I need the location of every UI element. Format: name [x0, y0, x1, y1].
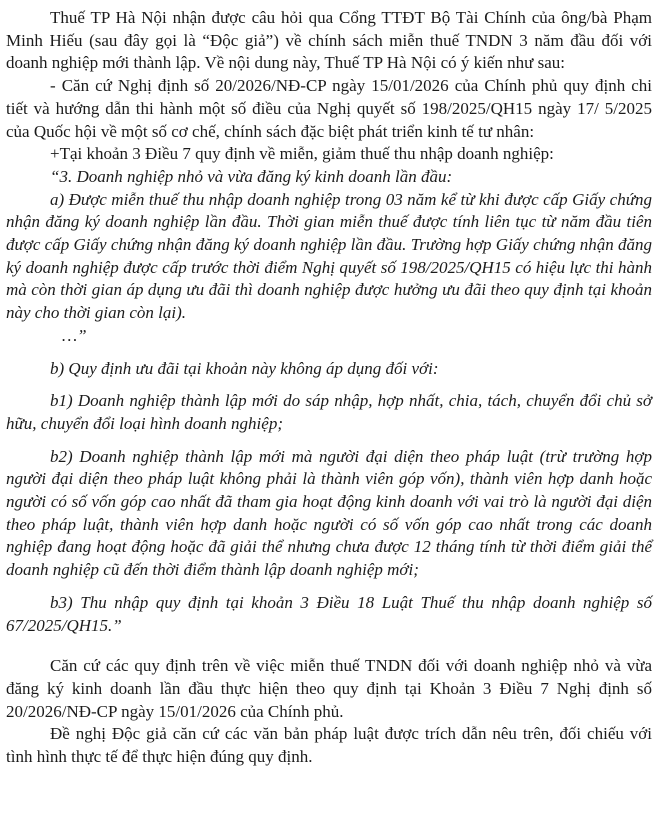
paragraph: “3. Doanh nghiệp nhỏ và vừa đăng ký kinh doanh lần đầu:: [50, 166, 453, 186]
paragraph: b) Quy định ưu đãi tại khoản này không áp dụng đối với:: [50, 358, 439, 378]
paragraph: +Tại khoản 3 Điều 7 quy định về miễn, giảm thuế thu nhập doanh nghiệp:: [50, 144, 554, 164]
paragraph: b2) Doanh nghiệp thành lập mới mà người đại diện theo pháp luật (trừ trường hợp người đại diện theo pháp luật không phải là thành viên góp vốn), thành viên hợp danh hoặc người có số vốn góp cao nhất đã tham gia hoạt động kinh doanh với vai trò là người đại diện theo pháp luật, thành viên hợp danh hoặc người có số vốn góp cao nhất trong các doanh nghiệp đang hoạt động hoặc đã giải thể nhưng chưa được 12 tháng tính từ thời điểm giải thể doanh nghiệp cũ đến thời điểm thành lập doanh nghiệp mới;: [6, 446, 652, 580]
paragraph: b1) Doanh nghiệp thành lập mới do sáp nhập, hợp nhất, chia, tách, chuyển đổi chủ sở hữu, chuyển đổi loại hình doanh nghiệp;: [6, 391, 652, 433]
paragraph: - Căn cứ Nghị định số 20/2026/NĐ-CP ngày 15/01/2026 của Chính phủ quy định chi tiết và hướng dẫn thi hành một số điều của Nghị quyết số 198/2025/QH15 ngày 17/ 5/2025 của Quốc hội về một số cơ chế, chính sách đặc biệt phát triển kinh tế tư nhân:: [6, 76, 652, 141]
paragraph: Căn cứ các quy định trên về việc miễn thuế TNDN đối với doanh nghiệp nhỏ và vừa đăng ký kinh doanh lần đầu thực hiện theo quy định tại Khoản 3 Điều 7 Nghị định số 20/2026/NĐ-CP ngày 15/01/2026 của Chính phủ.: [6, 656, 652, 721]
paragraph: a) Được miễn thuế thu nhập doanh nghiệp trong 03 năm kể từ khi được cấp Giấy chứng nhận đăng ký doanh nghiệp lần đầu. Thời gian miễn thuế được tính liên tục từ năm đầu tiên được cấp Giấy chứng nhận đăng ký doanh nghiệp lần đầu. Trường hợp Giấy chứng nhận đăng ký doanh nghiệp được cấp trước thời điểm Nghị quyết số 198/2025/QH15 có hiệu lực thi hành mà còn thời gian áp dụng ưu đãi thì doanh nghiệp được hưởng ưu đãi theo quy định tại khoản này cho thời gian còn lại).: [6, 189, 652, 323]
paragraph: …”: [62, 325, 87, 345]
document-body: [6, 7, 652, 769]
paragraph: Thuế TP Hà Nội nhận được câu hỏi qua Cổng TTĐT Bộ Tài Chính của ông/bà Phạm Minh Hiếu (sau đây gọi là “Độc giả”) về chính sách miễn thuế TNDN 3 năm đầu đối với doanh nghiệp mới thành lập. Về nội dung này, Thuế TP Hà Nội có ý kiến như sau:: [6, 8, 652, 73]
paragraph: Đề nghị Độc giả căn cứ các văn bản pháp luật được trích dẫn nêu trên, đối chiếu với tình hình thực tế để thực hiện đúng quy định.: [6, 724, 652, 767]
paragraph: b3) Thu nhập quy định tại khoản 3 Điều 18 Luật Thuế thu nhập doanh nghiệp số 67/2025/QH15.”: [6, 592, 652, 635]
